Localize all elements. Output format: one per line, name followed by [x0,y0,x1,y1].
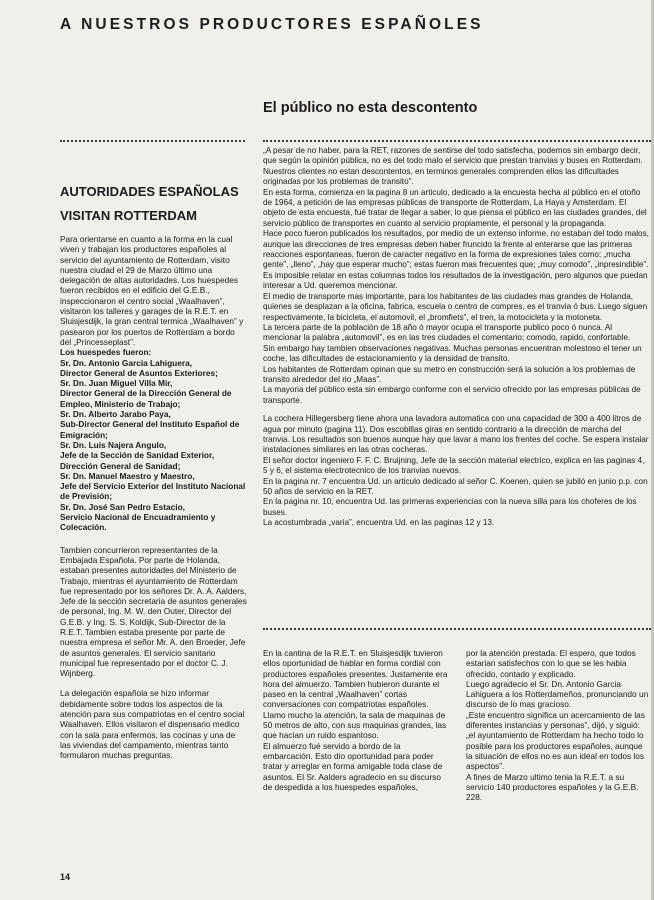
article-public-opinion [263,146,649,529]
divider-left-top [60,140,245,142]
paragraph: En la cantina de la R.E.T. en Sluisjesdijk tuvieron ellos oportunidad de hablar en forma cordial con productores españoles presentes. Justamente era hora del almuerzo. Tambien hubieron durante el paseo en la central „Waalhaven” cortas conversaciones con compatriotas españoles. [263,648,448,710]
paragraph: Sin embargo hay tambien observaciones negativas. Muchas personas encuentran molestoso el tener un coche, las dificultades de estacionamiento y la densidad de transito. [263,343,642,364]
paragraph: A fines de Marzo ultimo tenia la R.E.T. a su servicio 140 productores españoles y la G.E.B. 228. [466,771,639,803]
paragraph: Llamo mucho la atención, la sala de maquinas de 50 metros de alto, con sus maquinas grandes, las que hacian un ruido espantoso. [263,709,447,741]
paragraph: El medio de transporte mas importante, para los habitantes de las ciudades mas grandes de Holanda, quienes se desplazan a la oficina, fabrica, escuela o centro de compres, es el tranvia ó bus. Luego siguen respectivamente, la bicicleta, el automovil, el „bromfiets”, el tren, la motocicleta y la motoneta. [263,291,648,322]
paragraph: La acostumbrada „varia”, encuentra Ud. en las paginas 12 y 13. [263,518,495,528]
article-visit-continued-col1 [263,648,451,792]
guest-line: Director General de Asuntos Exteriores; [60,367,218,378]
guest-line: Sr. Dn. Juan Miguel Villa Mir, [60,378,173,389]
paragraph: La cochera Hillegersberg tiene ahora una lavadora automatica con una capacidad de 300 a 400 litros de agua por minuto (pagina 11). Dos escobillas giras en sentido contrario a la dirección de marcha del tranvia. Los resultados son buenos aunque hay que lavar a mano los frentes del coche. Se espera instalar instalaciones similares en las otras cocheras. [263,414,649,455]
paragraph: La delegación española se hizo informar debidamente sobre todos los aspectos de la atención para sus compatriotas en el centro social Waalhaven. Ellos visitaron el dispensario medico con la sala para enfermos, las cocinas y una de las viviendas del campamento, mientras tanto formularon muchas preguntas. [60,688,245,761]
masthead-title: A NUESTROS PRODUCTORES ESPAÑOLES [60,16,484,33]
guest-line: Servicio Nacional de Encuadramiento y Colecación. [60,512,216,533]
guest-line: Sr. Dn. Manuel Maestro y Maestro, [60,470,195,481]
guest-line: Jefe de la Sección de Sanidad Exterior, Dirección General de Sanidad; [60,450,215,471]
paragraph: La tercera parte de la población de 18 año ó mayor ocupa el transporte publico poco ó nunca. Al mencionar la palabra „automovil”, es en las tres ciudades el comentario; comodo, rapido, confortable. [263,322,631,343]
article-visit-continued-col2 [466,648,650,802]
paragraph: El almuerzo fué servido a bordo de la embarcación. Esto dio oportunidad para poder tratar y arreglar en forma amigable toda clase de asuntos. El Sr. Aalders agradecio en su discurso de despedida a los huespedes españoles, [263,740,443,792]
paragraph: por la atención prestada. El espero, que todos estarian satisfechos con lo que se les habia ofrecido, contado y explicado. [466,648,636,679]
paragraph: En la pagina nr. 7 encuentra Ud. un articulo dedicado al señor C. Koenen, quien se jubiló en junio p.p. con 50 años de servicio en la RET. [263,476,648,496]
divider-right-top [263,140,651,142]
paragraph: En la pagina nr. 10, encuentra Ud. las primeras experiencias con la nueva silla para los choferes de los buses. [263,497,637,517]
guest-line: Sr. Dn. José San Pedro Estacio, [60,501,185,512]
paragraph: Hace poco fueron publicados los resultados, por medio de un extenso informe, no estaban del todo malos, aunque las direcciones de tres empresas deben haber fruncido la frente al enterarse que las primeras reacciones espontaneas, fueron de caracter negativo en la forma de expresiones tales como; „mucha gente”, „lleno”, „hay que esperar mucho”; estas fueron mas frecuentes que; „muy comodo”, „inpresindible”. Es imposible relatar en estas columnas todos los resultados de la investigación, pero algunos que puedan interesar a Ud. queremos mencionar. [263,229,649,291]
article-title-line-2: VISITAN ROTTERDAM [60,208,197,223]
paragraph: En esta forma, comienza en la pagina 8 un articulo, dedicado a la encuesta hecha al público en el otoño de 1964, a petición de las empresas públicas de transporte de Rotterdam, La Haya y Amsterdam. El objeto de esta encuesta, fué tratar de llegar a saber, lo que piensa el público en las ciudades grandes, del servicio público de transportes en cuanto al servicio propiamente, el personal y la propaganda. [263,187,647,228]
guest-line: Sr. Dn. Antonio Garcia Lahiguera, [60,357,193,368]
article-headline: El público no esta descontento [263,100,478,116]
guest-line: Sub-Director General del Instituto Español de Emigración; [60,419,240,440]
paragraph: Tambien concurrieron representantes de la Embajada Española. Por parte de Holanda, estaban presentes autoridades del Ministerio de Trabajo, mientras el ayuntamiento de Rotterdam fue representado por los señores Dr. A. A. Aalders, Jefe de la sección secretaria de asuntos generales de personal, Ing. M. W. den Outer, Director del G.E.B. y Ing. S. S. Koldijk, Sub-Director de la R.E.T. Tambien estaba presente por parte de nuestra empresa el señor Mr. A. den Broeder, Jefe de asuntos generales. El servicio sanitario municipal fue representado por el doctor C. J. Wijnberg. [60,544,247,679]
paragraph: La mayoria del público esta sin embargo conforme con el servicio ofrecido por las empresas públicas de transporte. [263,385,641,405]
paragraph: Luego agradecio el Sr. Dn. Antonio Garcia Lahiguera a los Rotterdameños, pronunciando un discurso de lo mas gracioso. [466,678,649,710]
paragraph: El señor doctor ingeniero F. F. C. Bruijning, Jefe de la sección material electrico, explica en las paginas 4, 5 y 6, el sistema electrotecnico de los tranvias nuevos. [263,455,645,476]
paragraph: „Este encuentro significa un acercamiento de las diferentes instancias y personas”, dijó, y siguió: „el ayuntamiento de Rotterdam ha hecho todo lo posible para los productores españoles, aunque la situación de ellos no es aun ideal en todos los aspectos”. [466,709,645,772]
divider-bottom-articles [263,628,651,630]
guest-line: Director General de la Dirección General de Empleo, Ministerio de Trabajo; [60,388,232,409]
guest-line: Sr. Dn. Alberto Jarabo Paya, [60,409,171,420]
article-spanish-authorities [60,180,248,761]
article-title-line-1: AUTORIDADES ESPAÑOLAS [60,184,239,199]
guests-heading: Los huespedes fueron: [60,347,152,358]
paragraph: Para orientarse en cuanto a la forma en la cual viven y trabajan los productores españoles al servicio del ayuntamiento de Rotterdam, visito nuestra ciudad el 29 de Marzo último una delegación de altas autoridades. Los huespedes fueron recibidos en el edificio del G.E.B., inspeccionaron el centro social „Waalhaven”, visitaron los talleres y garages de la R.E.T. en Sluisjesdijk, la gran central termica „Waalhaven” y pasearon por los puertos de Rotterdam a bordo del „Princesseplast”. [60,234,244,347]
paragraph: Los habitantes de Rotterdam opinan que su metro en construcción será la solución a los problemas de transito alrededor del rio „Maas”. [263,364,636,384]
guest-line: Jefe del Servicio Exterior del Instituto Nacional de Previsión; [60,481,246,502]
guest-line: Sr. Dn. Luis Najera Angulo, [60,439,167,450]
page-number: 14 [60,872,71,882]
paragraph: „A pesar de no haber, para la RET, razones de sentirse del todo satisfecha, podemos sin embargo decir, que según la opinión pública, no es del todo malo el servicio que prestan tranvias y buses en Rotterdam. Nuestros clientes no estan descontentos, en terminos generales comprenden ellos las dificultades originadas por los problemas de transito”. [263,146,643,187]
